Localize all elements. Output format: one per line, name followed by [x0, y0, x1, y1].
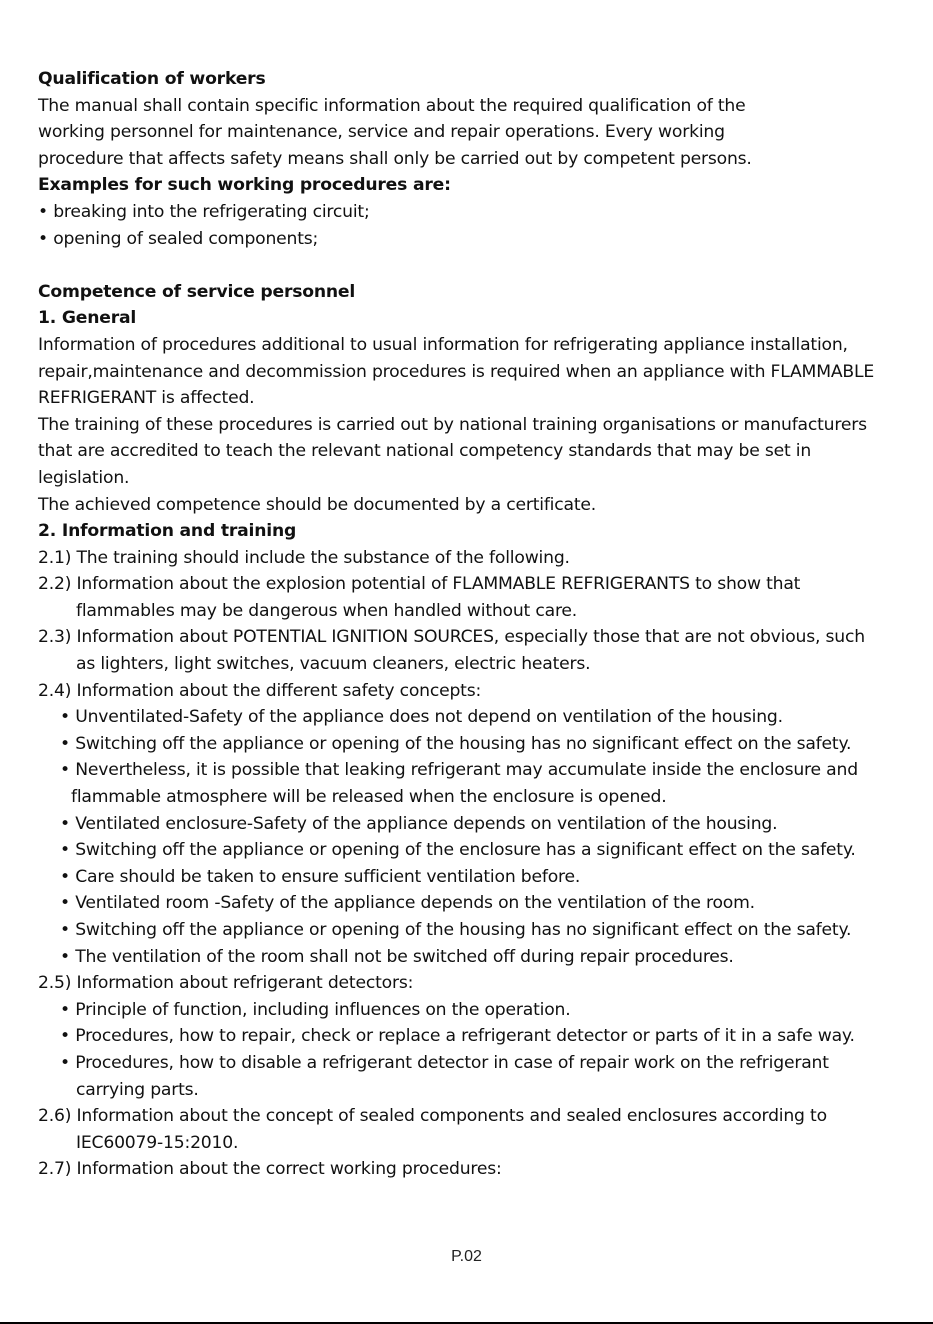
numbered-item-2-4: 2.4) Information about the different safety concepts: — [38, 680, 482, 701]
subheading-general: 1. General — [38, 308, 137, 329]
bullet-item: • Ventilated room -Safety of the appliance depends on the ventilation of the room. — [60, 893, 755, 914]
section-heading-qualification: Qualification of workers — [38, 69, 266, 89]
bullet-item-continuation: flammable atmosphere will be released when the enclosure is opened. — [71, 787, 667, 808]
numbered-item-2-6-continuation: IEC60079-15:2010. — [76, 1132, 239, 1153]
numbered-item-2-1: 2.1) The training should include the substance of the following. — [38, 547, 570, 568]
bullet-item: • Care should be taken to ensure sufficient ventilation before. — [60, 866, 581, 887]
paragraph-line: The achieved competence should be documented by a certificate. — [38, 494, 597, 515]
paragraph-line: REFRIGERANT is affected. — [38, 388, 255, 409]
bullet-item: • Switching off the appliance or opening of the housing has no significant effect on the safety. — [60, 733, 852, 754]
bullet-item: • Switching off the appliance or opening of the housing has no significant effect on the safety. — [60, 920, 852, 940]
numbered-item-2-3: 2.3) Information about POTENTIAL IGNITION SOURCES, especially those that are not obvious, such — [38, 627, 865, 648]
page-number: P.02 — [451, 1248, 482, 1265]
blank-line — [38, 252, 918, 279]
paragraph-line: The training of these procedures is carried out by national training organisations or manufacturers — [38, 414, 867, 435]
bullet-item: • breaking into the refrigerating circuit; — [38, 201, 370, 222]
document-body — [38, 66, 918, 1183]
examples-heading: Examples for such working procedures are: — [38, 175, 451, 196]
paragraph-line: Information of procedures additional to usual information for refrigerating appliance installation, — [38, 334, 848, 355]
bullet-item: • Procedures, how to repair, check or replace a refrigerant detector or parts of it in a safe way. — [60, 1026, 855, 1047]
paragraph-line: procedure that affects safety means shall only be carried out by competent persons. — [38, 148, 752, 169]
numbered-item-2-5: 2.5) Information about refrigerant detectors: — [38, 973, 414, 994]
bullet-item: • Principle of function, including influences on the operation. — [60, 999, 571, 1020]
paragraph-line: that are accredited to teach the relevant national competency standards that may be set in — [38, 441, 812, 462]
numbered-item-2-2-continuation: flammables may be dangerous when handled without care. — [76, 600, 578, 621]
subheading-information-training: 2. Information and training — [38, 521, 297, 542]
paragraph-line: legislation. — [38, 467, 130, 488]
numbered-item-2-2: 2.2) Information about the explosion potential of FLAMMABLE REFRIGERANTS to show that — [38, 574, 801, 595]
paragraph-line: repair,maintenance and decommission procedures is required when an appliance with FLAMMABLE — [38, 361, 875, 382]
bullet-item: • Unventilated-Safety of the appliance does not depend on ventilation of the housing. — [60, 707, 783, 728]
numbered-item-2-6: 2.6) Information about the concept of sealed components and sealed enclosures according to — [38, 1106, 827, 1127]
section-heading-competence: Competence of service personnel — [38, 281, 356, 302]
bullet-item: • Procedures, how to disable a refrigerant detector in case of repair work on the refrigerant — [60, 1052, 829, 1073]
paragraph-line: The manual shall contain specific information about the required qualification of the — [38, 95, 746, 116]
bullet-item: • Switching off the appliance or opening of the enclosure has a significant effect on the safety. — [60, 840, 856, 861]
bullet-item: • The ventilation of the room shall not be switched off during repair procedures. — [60, 946, 734, 967]
bullet-item: • opening of sealed components; — [38, 228, 319, 249]
bullet-item: • Ventilated enclosure-Safety of the appliance depends on ventilation of the housing. — [60, 813, 778, 834]
numbered-item-2-7: 2.7) Information about the correct working procedures: — [38, 1159, 502, 1180]
numbered-item-2-3-continuation: as lighters, light switches, vacuum cleaners, electric heaters. — [76, 654, 591, 675]
bullet-item-continuation: carrying parts. — [76, 1079, 199, 1100]
bullet-item: • Nevertheless, it is possible that leaking refrigerant may accumulate inside the enclosure and — [60, 760, 858, 781]
paragraph-line: working personnel for maintenance, service and repair operations. Every working — [38, 122, 725, 143]
